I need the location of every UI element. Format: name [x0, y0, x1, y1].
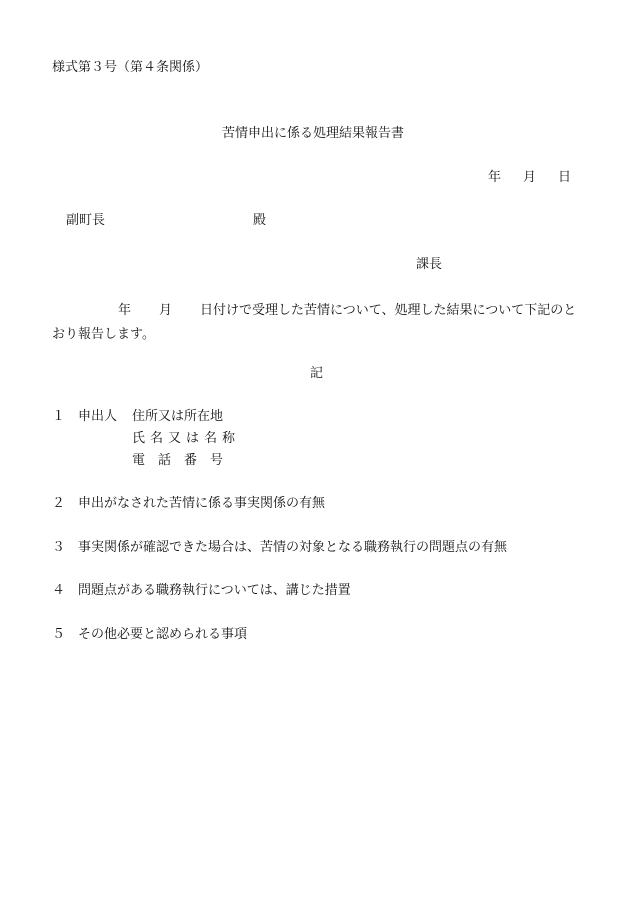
applicant-phone-label: 電 話 番 号	[132, 453, 224, 468]
date-day-label: 日	[558, 170, 572, 185]
item-text: 問題点がある職務執行については、講じた措置	[78, 583, 351, 598]
item-text: 申出がなされた苦情に係る事実関係の有無	[78, 496, 326, 511]
list-item	[52, 627, 247, 643]
date-year-label: 年	[488, 170, 502, 185]
body-month-label: 月	[159, 303, 173, 318]
date-line	[488, 170, 571, 186]
addressee-name: 副町長	[66, 213, 106, 228]
list-item	[52, 540, 507, 556]
item-heading: 申出人	[78, 409, 118, 424]
item-number: ３	[52, 540, 66, 555]
item-text: その他必要と認められる事項	[78, 627, 248, 642]
item-number: ４	[52, 583, 66, 598]
sender-title: 課長	[416, 257, 443, 272]
date-month-label: 月	[523, 170, 537, 185]
applicant-name-label: 氏名又は名称	[132, 431, 241, 446]
item-text: 事実関係が確認できた場合は、苦情の対象となる職務執行の問題点の有無	[78, 540, 508, 555]
applicant-address-label: 住所又は所在地	[132, 409, 224, 424]
addressee-honorific: 殿	[253, 213, 267, 228]
item-number: ２	[52, 496, 66, 511]
list-item	[52, 496, 325, 512]
list-item	[52, 409, 132, 425]
form-number: 様式第３号（第４条関係）	[52, 60, 209, 75]
item-number: １	[52, 409, 66, 424]
document-title: 苦情申出に係る処理結果報告書	[222, 126, 405, 141]
body-text: 日付けで受理した苦情について、処理した結果について下記のとおり報告します。	[52, 303, 577, 342]
item-number: ５	[52, 627, 66, 642]
ki-heading: 記	[310, 366, 324, 381]
list-item	[52, 583, 351, 599]
body-paragraph	[52, 299, 582, 347]
body-year-label: 年	[118, 303, 132, 318]
